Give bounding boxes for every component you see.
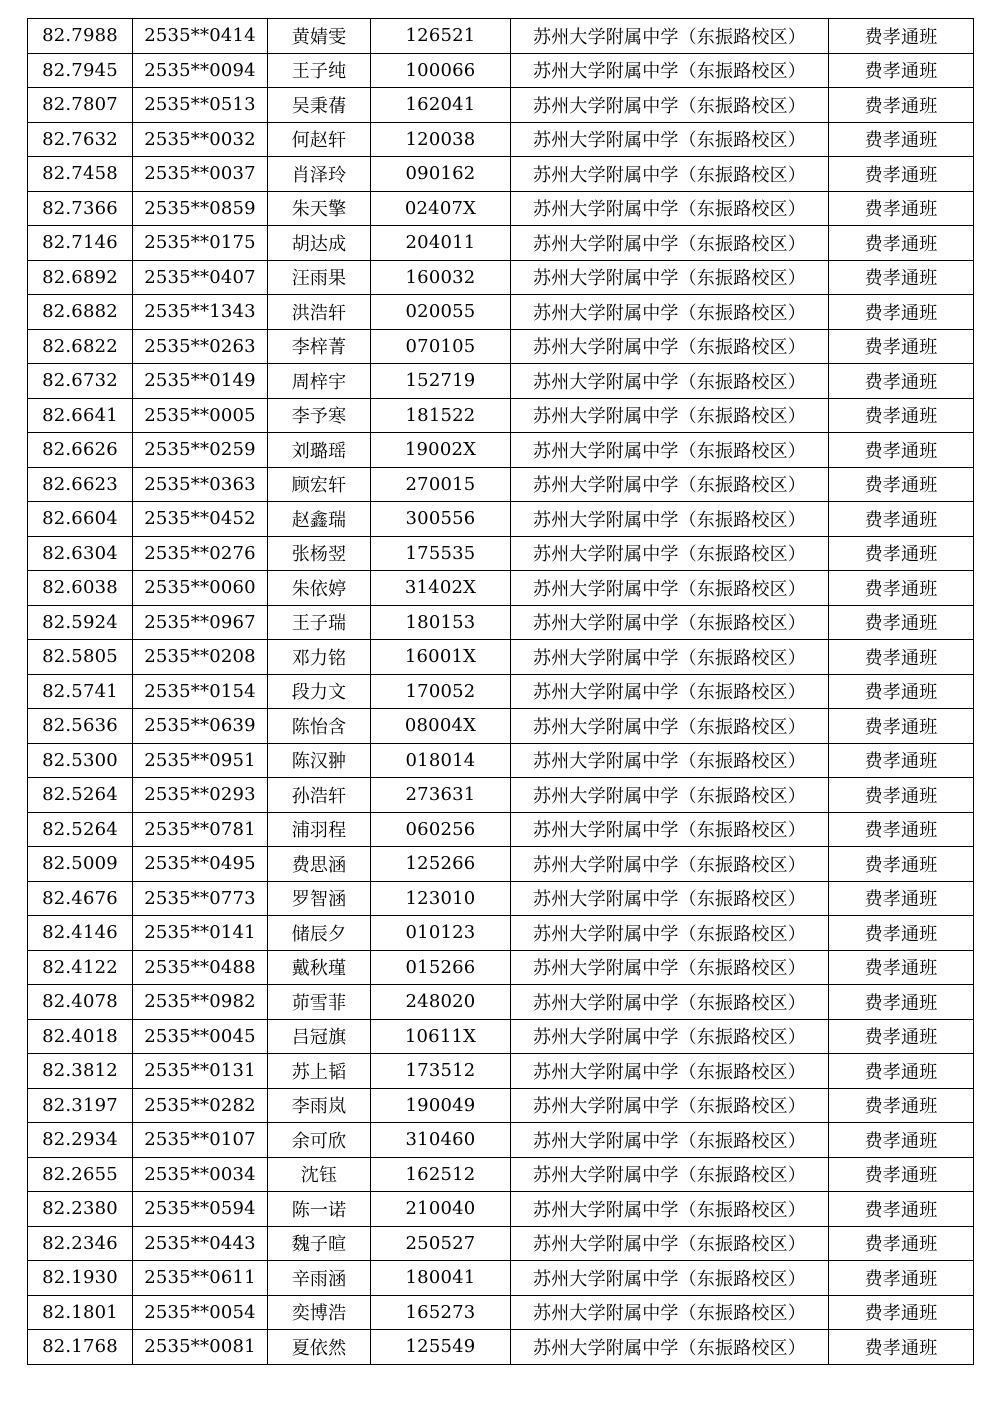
class-cell: 费孝通班	[829, 1261, 974, 1296]
id-number-cell: 300556	[371, 502, 511, 537]
id-number-cell: 02407X	[371, 191, 511, 226]
table-row	[28, 88, 974, 123]
exam-number-cell: 2535**0107	[133, 1123, 268, 1158]
id-number-cell: 173512	[371, 1054, 511, 1089]
id-number-cell: 204011	[371, 226, 511, 261]
table-row	[28, 1019, 974, 1054]
student-name-cell: 沈钰	[268, 1157, 371, 1192]
class-cell: 费孝通班	[829, 847, 974, 882]
score-cell: 82.7146	[28, 226, 133, 261]
id-number-cell: 152719	[371, 364, 511, 399]
score-cell: 82.4018	[28, 1019, 133, 1054]
table-row	[28, 467, 974, 502]
exam-number-cell: 2535**0045	[133, 1019, 268, 1054]
student-name-cell: 肖泽玲	[268, 157, 371, 192]
class-cell: 费孝通班	[829, 881, 974, 916]
score-cell: 82.4146	[28, 916, 133, 951]
score-cell: 82.4122	[28, 950, 133, 985]
school-cell: 苏州大学附属中学（东振路校区）	[511, 985, 829, 1020]
score-cell: 82.7945	[28, 53, 133, 88]
student-name-cell: 罗智涵	[268, 881, 371, 916]
score-cell: 82.6641	[28, 398, 133, 433]
student-name-cell: 浦羽程	[268, 812, 371, 847]
school-cell: 苏州大学附属中学（东振路校区）	[511, 88, 829, 123]
class-cell: 费孝通班	[829, 364, 974, 399]
class-cell: 费孝通班	[829, 398, 974, 433]
id-number-cell: 162512	[371, 1157, 511, 1192]
student-name-cell: 陈汉翀	[268, 743, 371, 778]
class-cell: 费孝通班	[829, 1192, 974, 1227]
score-cell: 82.6304	[28, 536, 133, 571]
class-cell: 费孝通班	[829, 605, 974, 640]
school-cell: 苏州大学附属中学（东振路校区）	[511, 1192, 829, 1227]
table-row	[28, 53, 974, 88]
score-cell: 82.6604	[28, 502, 133, 537]
student-name-cell: 周梓宇	[268, 364, 371, 399]
student-name-cell: 戴秋瑾	[268, 950, 371, 985]
school-cell: 苏州大学附属中学（东振路校区）	[511, 709, 829, 744]
class-cell: 费孝通班	[829, 502, 974, 537]
table-row	[28, 329, 974, 364]
student-name-cell: 何赵轩	[268, 122, 371, 157]
id-number-cell: 181522	[371, 398, 511, 433]
exam-number-cell: 2535**0131	[133, 1054, 268, 1089]
table-row	[28, 1330, 974, 1365]
student-name-cell: 朱天擎	[268, 191, 371, 226]
table-row	[28, 1261, 974, 1296]
school-cell: 苏州大学附属中学（东振路校区）	[511, 881, 829, 916]
student-name-cell: 魏子暄	[268, 1226, 371, 1261]
class-cell: 费孝通班	[829, 1226, 974, 1261]
table-row	[28, 605, 974, 640]
exam-number-cell: 2535**0276	[133, 536, 268, 571]
student-name-cell: 邓力铭	[268, 640, 371, 675]
id-number-cell: 31402X	[371, 571, 511, 606]
id-number-cell: 180041	[371, 1261, 511, 1296]
class-cell: 费孝通班	[829, 191, 974, 226]
document-page	[27, 18, 973, 1365]
score-cell: 82.4676	[28, 881, 133, 916]
student-name-cell: 顾宏轩	[268, 467, 371, 502]
table-row	[28, 364, 974, 399]
id-number-cell: 070105	[371, 329, 511, 364]
id-number-cell: 020055	[371, 295, 511, 330]
student-name-cell: 奕博浩	[268, 1295, 371, 1330]
exam-number-cell: 2535**0611	[133, 1261, 268, 1296]
school-cell: 苏州大学附属中学（东振路校区）	[511, 226, 829, 261]
table-row	[28, 881, 974, 916]
exam-number-cell: 2535**0407	[133, 260, 268, 295]
score-cell: 82.5300	[28, 743, 133, 778]
student-name-cell: 吕冠旗	[268, 1019, 371, 1054]
student-name-cell: 洪浩轩	[268, 295, 371, 330]
exam-number-cell: 2535**0032	[133, 122, 268, 157]
class-cell: 费孝通班	[829, 640, 974, 675]
school-cell: 苏州大学附属中学（东振路校区）	[511, 916, 829, 951]
school-cell: 苏州大学附属中学（东振路校区）	[511, 1330, 829, 1365]
exam-number-cell: 2535**0488	[133, 950, 268, 985]
student-name-cell: 辛雨涵	[268, 1261, 371, 1296]
table-row	[28, 1295, 974, 1330]
class-cell: 费孝通班	[829, 536, 974, 571]
student-name-cell: 胡达成	[268, 226, 371, 261]
score-cell: 82.7988	[28, 19, 133, 54]
id-number-cell: 120038	[371, 122, 511, 157]
score-cell: 82.5924	[28, 605, 133, 640]
class-cell: 费孝通班	[829, 1054, 974, 1089]
class-cell: 费孝通班	[829, 1330, 974, 1365]
exam-number-cell: 2535**0443	[133, 1226, 268, 1261]
student-name-cell: 朱依婷	[268, 571, 371, 606]
id-number-cell: 16001X	[371, 640, 511, 675]
exam-number-cell: 2535**0034	[133, 1157, 268, 1192]
class-cell: 费孝通班	[829, 226, 974, 261]
table-row	[28, 709, 974, 744]
exam-number-cell: 2535**0154	[133, 674, 268, 709]
id-number-cell: 310460	[371, 1123, 511, 1158]
score-cell: 82.6732	[28, 364, 133, 399]
school-cell: 苏州大学附属中学（东振路校区）	[511, 19, 829, 54]
school-cell: 苏州大学附属中学（东振路校区）	[511, 674, 829, 709]
table-row	[28, 812, 974, 847]
table-row	[28, 778, 974, 813]
student-name-cell: 吴秉蒨	[268, 88, 371, 123]
score-cell: 82.6822	[28, 329, 133, 364]
exam-number-cell: 2535**0951	[133, 743, 268, 778]
exam-number-cell: 2535**0594	[133, 1192, 268, 1227]
school-cell: 苏州大学附属中学（东振路校区）	[511, 950, 829, 985]
score-cell: 82.5636	[28, 709, 133, 744]
student-name-cell: 李梓菁	[268, 329, 371, 364]
id-number-cell: 248020	[371, 985, 511, 1020]
id-number-cell: 19002X	[371, 433, 511, 468]
score-cell: 82.6623	[28, 467, 133, 502]
id-number-cell: 100066	[371, 53, 511, 88]
school-cell: 苏州大学附属中学（东振路校区）	[511, 778, 829, 813]
id-number-cell: 015266	[371, 950, 511, 985]
id-number-cell: 125266	[371, 847, 511, 882]
table-row	[28, 122, 974, 157]
table-row	[28, 985, 974, 1020]
id-number-cell: 175535	[371, 536, 511, 571]
exam-number-cell: 2535**0781	[133, 812, 268, 847]
exam-number-cell: 2535**0005	[133, 398, 268, 433]
score-cell: 82.5264	[28, 778, 133, 813]
score-cell: 82.1930	[28, 1261, 133, 1296]
exam-number-cell: 2535**0263	[133, 329, 268, 364]
class-cell: 费孝通班	[829, 295, 974, 330]
table-row	[28, 1088, 974, 1123]
school-cell: 苏州大学附属中学（东振路校区）	[511, 191, 829, 226]
score-cell: 82.5009	[28, 847, 133, 882]
exam-number-cell: 2535**0141	[133, 916, 268, 951]
exam-number-cell: 2535**0054	[133, 1295, 268, 1330]
school-cell: 苏州大学附属中学（东振路校区）	[511, 122, 829, 157]
class-cell: 费孝通班	[829, 571, 974, 606]
table-row	[28, 847, 974, 882]
table-body	[28, 19, 974, 1365]
exam-number-cell: 2535**0081	[133, 1330, 268, 1365]
class-cell: 费孝通班	[829, 88, 974, 123]
score-cell: 82.2380	[28, 1192, 133, 1227]
table-row	[28, 950, 974, 985]
score-cell: 82.2934	[28, 1123, 133, 1158]
exam-number-cell: 2535**1343	[133, 295, 268, 330]
student-name-cell: 费思涵	[268, 847, 371, 882]
table-row	[28, 1157, 974, 1192]
id-number-cell: 270015	[371, 467, 511, 502]
class-cell: 费孝通班	[829, 1019, 974, 1054]
score-cell: 82.3197	[28, 1088, 133, 1123]
score-cell: 82.5805	[28, 640, 133, 675]
exam-number-cell: 2535**0175	[133, 226, 268, 261]
school-cell: 苏州大学附属中学（东振路校区）	[511, 1226, 829, 1261]
student-name-cell: 李予寒	[268, 398, 371, 433]
table-row	[28, 1226, 974, 1261]
school-cell: 苏州大学附属中学（东振路校区）	[511, 467, 829, 502]
class-cell: 费孝通班	[829, 950, 974, 985]
score-cell: 82.5741	[28, 674, 133, 709]
exam-number-cell: 2535**0452	[133, 502, 268, 537]
school-cell: 苏州大学附属中学（东振路校区）	[511, 1019, 829, 1054]
class-cell: 费孝通班	[829, 1123, 974, 1158]
school-cell: 苏州大学附属中学（东振路校区）	[511, 847, 829, 882]
class-cell: 费孝通班	[829, 674, 974, 709]
school-cell: 苏州大学附属中学（东振路校区）	[511, 329, 829, 364]
id-number-cell: 126521	[371, 19, 511, 54]
id-number-cell: 170052	[371, 674, 511, 709]
class-cell: 费孝通班	[829, 122, 974, 157]
school-cell: 苏州大学附属中学（东振路校区）	[511, 1054, 829, 1089]
exam-number-cell: 2535**0495	[133, 847, 268, 882]
school-cell: 苏州大学附属中学（东振路校区）	[511, 157, 829, 192]
id-number-cell: 060256	[371, 812, 511, 847]
class-cell: 费孝通班	[829, 1157, 974, 1192]
table-row	[28, 157, 974, 192]
score-cell: 82.2655	[28, 1157, 133, 1192]
table-row	[28, 433, 974, 468]
id-number-cell: 160032	[371, 260, 511, 295]
exam-number-cell: 2535**0859	[133, 191, 268, 226]
class-cell: 费孝通班	[829, 743, 974, 778]
class-cell: 费孝通班	[829, 467, 974, 502]
id-number-cell: 010123	[371, 916, 511, 951]
school-cell: 苏州大学附属中学（东振路校区）	[511, 1123, 829, 1158]
score-cell: 82.3812	[28, 1054, 133, 1089]
student-name-cell: 李雨岚	[268, 1088, 371, 1123]
school-cell: 苏州大学附属中学（东振路校区）	[511, 398, 829, 433]
class-cell: 费孝通班	[829, 812, 974, 847]
id-number-cell: 210040	[371, 1192, 511, 1227]
student-name-cell: 苏上韬	[268, 1054, 371, 1089]
student-name-cell: 茆雪菲	[268, 985, 371, 1020]
table-row	[28, 19, 974, 54]
id-number-cell: 125549	[371, 1330, 511, 1365]
school-cell: 苏州大学附属中学（东振路校区）	[511, 812, 829, 847]
class-cell: 费孝通班	[829, 778, 974, 813]
exam-number-cell: 2535**0149	[133, 364, 268, 399]
score-cell: 82.5264	[28, 812, 133, 847]
school-cell: 苏州大学附属中学（东振路校区）	[511, 295, 829, 330]
student-name-cell: 张杨翌	[268, 536, 371, 571]
class-cell: 费孝通班	[829, 985, 974, 1020]
id-number-cell: 273631	[371, 778, 511, 813]
score-cell: 82.6892	[28, 260, 133, 295]
table-row	[28, 743, 974, 778]
school-cell: 苏州大学附属中学（东振路校区）	[511, 364, 829, 399]
id-number-cell: 180153	[371, 605, 511, 640]
exam-number-cell: 2535**0282	[133, 1088, 268, 1123]
id-number-cell: 162041	[371, 88, 511, 123]
score-cell: 82.1801	[28, 1295, 133, 1330]
class-cell: 费孝通班	[829, 329, 974, 364]
school-cell: 苏州大学附属中学（东振路校区）	[511, 605, 829, 640]
class-cell: 费孝通班	[829, 433, 974, 468]
school-cell: 苏州大学附属中学（东振路校区）	[511, 433, 829, 468]
class-cell: 费孝通班	[829, 916, 974, 951]
exam-number-cell: 2535**0259	[133, 433, 268, 468]
class-cell: 费孝通班	[829, 709, 974, 744]
class-cell: 费孝通班	[829, 19, 974, 54]
school-cell: 苏州大学附属中学（东振路校区）	[511, 502, 829, 537]
class-cell: 费孝通班	[829, 157, 974, 192]
exam-number-cell: 2535**0363	[133, 467, 268, 502]
score-cell: 82.7458	[28, 157, 133, 192]
exam-number-cell: 2535**0060	[133, 571, 268, 606]
class-cell: 费孝通班	[829, 53, 974, 88]
score-cell: 82.6882	[28, 295, 133, 330]
student-name-cell: 余可欣	[268, 1123, 371, 1158]
class-cell: 费孝通班	[829, 1295, 974, 1330]
school-cell: 苏州大学附属中学（东振路校区）	[511, 1261, 829, 1296]
table-row	[28, 571, 974, 606]
exam-number-cell: 2535**0208	[133, 640, 268, 675]
table-row	[28, 916, 974, 951]
student-name-cell: 储辰夕	[268, 916, 371, 951]
table-row	[28, 1192, 974, 1227]
score-cell: 82.4078	[28, 985, 133, 1020]
student-name-cell: 黄婧雯	[268, 19, 371, 54]
id-number-cell: 190049	[371, 1088, 511, 1123]
score-cell: 82.7807	[28, 88, 133, 123]
school-cell: 苏州大学附属中学（东振路校区）	[511, 571, 829, 606]
exam-number-cell: 2535**0094	[133, 53, 268, 88]
score-cell: 82.7632	[28, 122, 133, 157]
class-cell: 费孝通班	[829, 1088, 974, 1123]
exam-number-cell: 2535**0293	[133, 778, 268, 813]
admission-table	[27, 18, 974, 1365]
exam-number-cell: 2535**0967	[133, 605, 268, 640]
student-name-cell: 王子瑞	[268, 605, 371, 640]
score-cell: 82.1768	[28, 1330, 133, 1365]
score-cell: 82.7366	[28, 191, 133, 226]
exam-number-cell: 2535**0414	[133, 19, 268, 54]
student-name-cell: 孙浩轩	[268, 778, 371, 813]
school-cell: 苏州大学附属中学（东振路校区）	[511, 1088, 829, 1123]
score-cell: 82.6038	[28, 571, 133, 606]
id-number-cell: 10611X	[371, 1019, 511, 1054]
class-cell: 费孝通班	[829, 260, 974, 295]
school-cell: 苏州大学附属中学（东振路校区）	[511, 640, 829, 675]
table-row	[28, 1123, 974, 1158]
student-name-cell: 陈一诺	[268, 1192, 371, 1227]
school-cell: 苏州大学附属中学（东振路校区）	[511, 1295, 829, 1330]
score-cell: 82.2346	[28, 1226, 133, 1261]
table-row	[28, 502, 974, 537]
school-cell: 苏州大学附属中学（东振路校区）	[511, 53, 829, 88]
table-row	[28, 295, 974, 330]
table-row	[28, 1054, 974, 1089]
school-cell: 苏州大学附属中学（东振路校区）	[511, 536, 829, 571]
score-cell: 82.6626	[28, 433, 133, 468]
student-name-cell: 汪雨果	[268, 260, 371, 295]
table-row	[28, 260, 974, 295]
id-number-cell: 165273	[371, 1295, 511, 1330]
table-row	[28, 398, 974, 433]
student-name-cell: 陈怡含	[268, 709, 371, 744]
exam-number-cell: 2535**0639	[133, 709, 268, 744]
exam-number-cell: 2535**0982	[133, 985, 268, 1020]
student-name-cell: 赵鑫瑞	[268, 502, 371, 537]
student-name-cell: 夏依然	[268, 1330, 371, 1365]
exam-number-cell: 2535**0037	[133, 157, 268, 192]
id-number-cell: 08004X	[371, 709, 511, 744]
id-number-cell: 123010	[371, 881, 511, 916]
school-cell: 苏州大学附属中学（东振路校区）	[511, 260, 829, 295]
id-number-cell: 090162	[371, 157, 511, 192]
table-row	[28, 226, 974, 261]
exam-number-cell: 2535**0513	[133, 88, 268, 123]
id-number-cell: 018014	[371, 743, 511, 778]
table-row	[28, 536, 974, 571]
table-row	[28, 674, 974, 709]
student-name-cell: 刘璐瑶	[268, 433, 371, 468]
student-name-cell: 段力文	[268, 674, 371, 709]
table-row	[28, 640, 974, 675]
exam-number-cell: 2535**0773	[133, 881, 268, 916]
school-cell: 苏州大学附属中学（东振路校区）	[511, 1157, 829, 1192]
table-row	[28, 191, 974, 226]
id-number-cell: 250527	[371, 1226, 511, 1261]
student-name-cell: 王子纯	[268, 53, 371, 88]
school-cell: 苏州大学附属中学（东振路校区）	[511, 743, 829, 778]
